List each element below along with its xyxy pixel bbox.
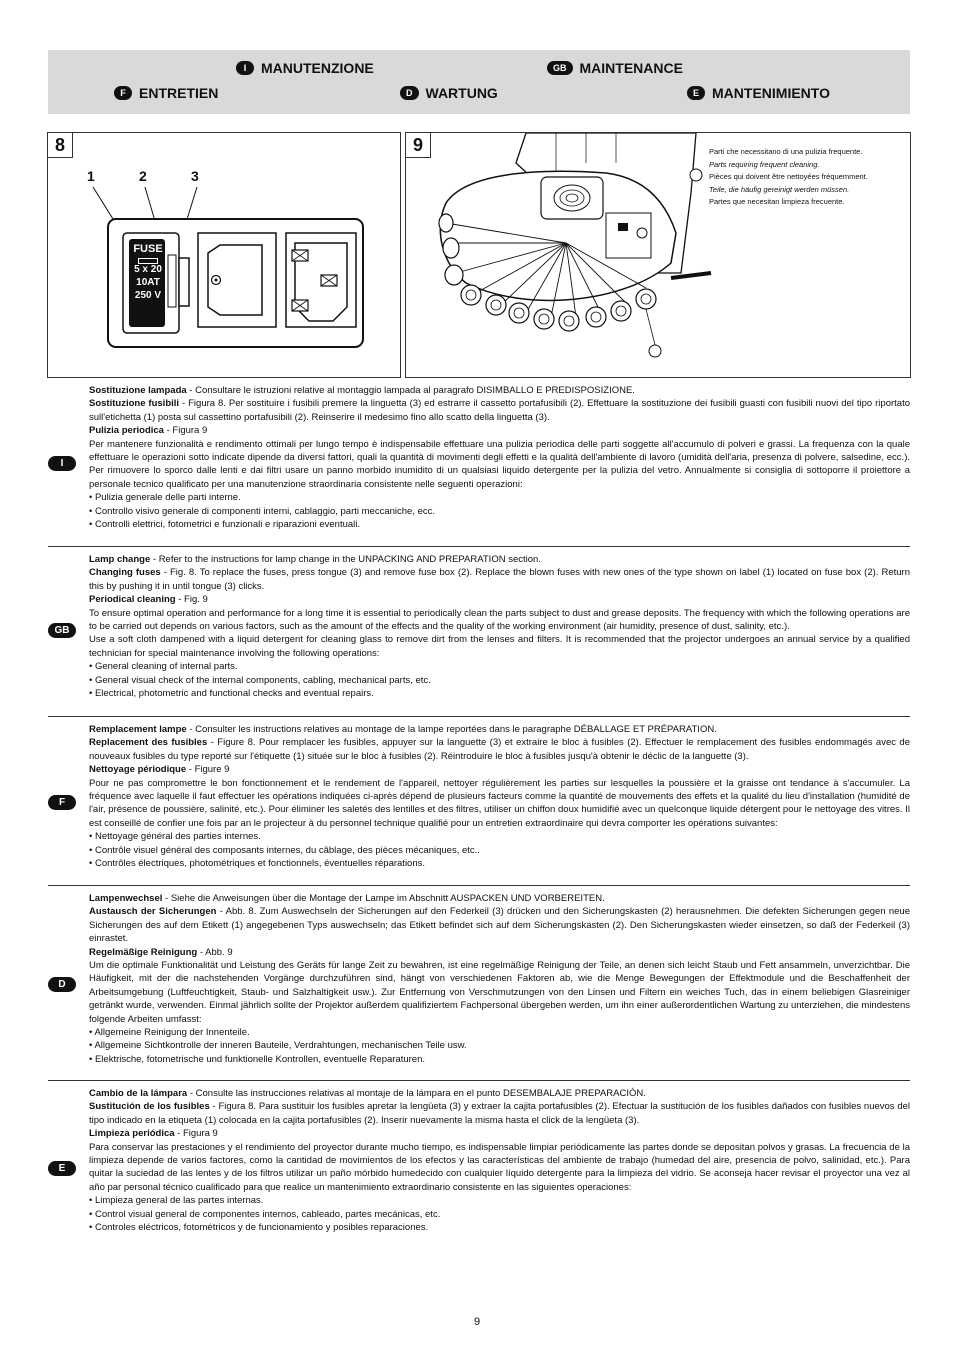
heading-lamp-replacement: Sostituzione lampada <box>89 385 187 396</box>
paragraph: - Fig. 9 <box>175 594 208 606</box>
section-divider <box>48 546 910 547</box>
paragraph: - Consulte las instrucciones relativas al montaje de la lámpara en el punto DESEMBALAJE PREPARACIÓN. <box>187 1088 646 1099</box>
fuse-label-voltage: 250 V <box>134 290 162 301</box>
lang-badge-fr: F <box>114 86 132 100</box>
bullet-item: • Limpieza general de las partes internas. <box>89 1195 264 1207</box>
heading-fuse-replacement: Sostituzione fusibili <box>89 398 180 410</box>
fuse-symbol-icon <box>132 256 164 263</box>
header-title-es: MANTENIMIENTO <box>712 85 830 101</box>
paragraph: - Figura 9 <box>174 1128 218 1140</box>
paragraph: Pour ne pas compromettre le bon fonctionnement et le rendement de l'appareil, nettoyer régulièrement les parties sur lesquelles la poussière et la graisse ont tendance à s'accumuler. La fréquence avec laquelle il faut effectuer les opérations indiquées ci-après dépend de plusieurs facteurs comme la quantité de mouvements des effets et la qualité du lieu d'installation (humidité de l'air, présence de poussière, salinité, etc.). Pour éliminer les saletés des lentilles et des filtres, utiliser un chiffon doux humidifié avec un quelconque liquide détergent pour le nettoyage des vitres. Il est conseillé de confier une fois par an le projecteur à du personnel technique qualifié pour un entretien extraordinaire qui devra comporter les opérations suivantes: <box>89 777 910 829</box>
callout-2: 2 <box>139 168 147 184</box>
paragraph: Per mantenere funzionalità e rendimento ottimali per lungo tempo è indispensabile effettuare una pulizia periodica delle parti soggette all'accumulo di polveri e grassi. La frequenza con la quale effettuare le operazioni sotto indicate dipende da diversi fattori, quali la quantità di movimenti degli effetti e la qualità dell'ambiente di lavoro (umidità dell'aria, presenza di polvere, salsedine, ecc.). Per rimuovere lo sporco dalle lenti e dai filtri usare un panno morbido inumidito di un qualsiasi liquido detergente per la pulizia del vetro. Annualmente si consiglia di sottoporre il proiettore a personale tecnico qualificato per una manutenzione straordinaria consistente nelle seguenti operazioni: <box>89 438 910 490</box>
figure-number-9: 9 <box>405 132 431 158</box>
heading-periodic-cleaning: Nettoyage périodique <box>89 764 187 776</box>
bullet-item: • Pulizia generale delle parti interne. <box>89 492 241 504</box>
paragraph: - Figura 8. Para sustituir los fusibles apretar la lengüeta (3) y extraer la cajita portafusibles (2). Efectuar la sustitución de los fusibles dañados con fusibles nuevos del tipo indicado en la etiqueta (1) colocada en la cajita portafusibles (2). Inserir nuevamente la misma hasta el click de la lengüeta (3). <box>89 1101 911 1126</box>
heading-changing-fuses: Changing fuses <box>89 567 161 579</box>
header-item-es <box>687 85 830 101</box>
section-text-es <box>89 1087 910 1234</box>
lang-badge-it: I <box>48 456 76 471</box>
section-it <box>48 380 910 545</box>
figure-9-legend <box>709 146 904 209</box>
page-number: 9 <box>473 1316 481 1328</box>
legend-line-it: Parti che necessitano di una pulizia frequente. <box>709 147 863 156</box>
bullet-item: • General cleaning of internal parts. <box>89 661 238 673</box>
header-title-it: MANUTENZIONE <box>261 60 374 76</box>
figure-9 <box>405 132 911 378</box>
paragraph: Para conservar las prestaciones y el rendimiento del proyector durante mucho tiempo, es indispensable limpiar periódicamente las partes donde se depositan polvos y grasas. La frecuencia de la limpieza depende de varios factores, como la cantidad de movimientos de los efectos y las características del ambiente de trabajo (humedad del aire, presencia de polvo, salinidad, etc.). Para quitar la suciedad de las lentes y de los filtros utilizar un paño mórbido humedecido con cualquier líquido detergente para la limpieza del vidrio. Se aconseja hacer revisar el proyector una vez al año par personal técnico cualificado para que realice un mantenimiento extraordinario consistente en las siguientes operaciones: <box>89 1141 910 1193</box>
section-gb <box>48 546 910 714</box>
header-item-gb <box>547 60 683 76</box>
bullet-item: • Controlli elettrici, fotometrici e funzionali e riparazioni eventuali. <box>89 519 361 531</box>
paragraph: - Siehe die Anweisungen über die Montage der Lampe im Abschnitt AUSPACKEN UND VORBEREITEN. <box>162 893 605 904</box>
heading-lamp-change: Lampenwechsel <box>89 893 163 904</box>
heading-fuse-replacement: Austausch der Sicherungen <box>89 906 217 918</box>
header-item-fr <box>114 85 218 101</box>
paragraph: - Figura 9 <box>163 425 208 437</box>
header-title-de: WARTUNG <box>425 85 498 101</box>
paragraph: - Abb. 9 <box>197 946 233 958</box>
section-header <box>48 50 910 114</box>
fuse-label-rating: 10AT <box>136 277 160 288</box>
bullet-item: • Elektrische, fotometrische und funktionelle Kontrollen, eventuelle Reparaturen. <box>89 1053 426 1065</box>
bullet-item: • Controllo visivo generale di componenti interni, cablaggio, parti meccaniche, ecc. <box>89 505 436 517</box>
section-text-fr <box>89 723 910 870</box>
header-title-fr: ENTRETIEN <box>139 85 219 101</box>
paragraph: - Figure 9 <box>186 764 230 776</box>
paragraph: - Figura 8. Per sostituire i fusibili premere la linguetta (3) ed estrarre il cassetto portafusibili (2). Effettuare la sostituzione dei fusibili guasti con fusibili nuovi del tipo riportato sull'etichetta (1) posta sul cassettino portafusibili (2). Reinserire il medesimo fino allo scatto della linguetta (3). <box>89 398 910 423</box>
lang-badge-es: E <box>48 1161 76 1176</box>
heading-lamp-replacement: Remplacement lampe <box>89 724 187 735</box>
section-fr <box>48 716 910 884</box>
bullet-item: • Contrôles électriques, photométriques et fonctionnels, éventuelles réparations. <box>89 858 426 870</box>
header-item-it <box>236 60 374 76</box>
paragraph: - Consulter les instructions relatives au montage de la lampe reportées dans le paragraphe DÉBALLAGE ET PRÉPARATION. <box>186 724 717 735</box>
legend-line-en: Parts requiring frequent cleaning. <box>709 159 820 169</box>
bullet-item: • Controles eléctricos, fotométricos y de funcionamiento y posibles reparaciones. <box>89 1222 429 1234</box>
lang-badge-fr: F <box>48 795 76 810</box>
section-text-it <box>89 384 910 531</box>
paragraph: - Refer to the instructions for lamp change in the UNPACKING AND PREPARATION section. <box>150 554 541 565</box>
lang-badge-de: D <box>48 977 76 992</box>
header-title-gb: MAINTENANCE <box>579 60 683 76</box>
figure-number-8: 8 <box>47 132 73 158</box>
section-divider <box>48 1080 910 1081</box>
section-text-de <box>89 892 910 1066</box>
section-divider <box>48 716 910 717</box>
figure-8 <box>47 132 401 378</box>
power-inlet-drawing <box>48 133 400 377</box>
fuse-label-size: 5 x 20 <box>134 264 162 275</box>
lang-badge-es: E <box>687 86 705 100</box>
lang-badge-de: D <box>400 86 419 100</box>
heading-lamp-change: Lamp change <box>89 554 151 565</box>
legend-line-es: Partes que necesitan limpieza frecuente. <box>709 197 845 206</box>
bullet-item: • Control visual general de componentes internos, cableado, partes mecánicas, etc. <box>89 1208 441 1220</box>
header-item-de <box>400 85 498 101</box>
legend-line-fr: Pièces qui doivent être nettoyées fréquemment. <box>709 172 868 181</box>
bullet-item: • Allgemeine Reinigung der Innenteile. <box>89 1027 250 1039</box>
bullet-item: • Electrical, photometric and functional checks and eventual repairs. <box>89 688 374 700</box>
lang-badge-gb: GB <box>48 623 76 638</box>
lang-badge-gb: GB <box>547 61 573 75</box>
bullet-item: • Nettoyage général des parties internes. <box>89 831 261 843</box>
section-divider <box>48 885 910 886</box>
bullet-item: • General visual check of the internal components, cabling, mechanical parts, etc. <box>89 674 431 686</box>
fuse-label <box>132 243 164 302</box>
section-text-gb <box>89 553 910 700</box>
paragraph: - Consultare le istruzioni relative al montaggio lampada al paragrafo DISIMBALLO E PREDISPOSIZIONE. <box>186 385 635 396</box>
heading-periodical-cleaning: Periodical cleaning <box>89 594 176 606</box>
paragraph: - Abb. 8. Zum Auswechseln der Sicherungen auf den Federkeil (3) drücken und den Sicherungskasten (2) herausnehmen. Die defekten Sicherungen gegen neue Sicherungen des auf dem Etikett (1) angegebenen Typs auswechseln; das Etikett befindet sich auf dem Sicherungskasten (2). Den Sicherungskasten wieder einsetzen, so daß der Federkeil (3) einrastet. <box>89 906 910 945</box>
heading-lamp-change: Cambio de la lámpara <box>89 1088 188 1099</box>
fuse-label-title: FUSE <box>133 243 163 255</box>
heading-periodic-cleaning: Limpieza periódica <box>89 1128 175 1140</box>
lang-badge-it: I <box>236 61 254 75</box>
bullet-item: • Contrôle visuel général des composants internes, du câblage, des pièces mécaniques, etc.. <box>89 844 480 856</box>
paragraph: Um die optimale Funktionalität und Leistung des Geräts für lange Zeit zu bewahren, ist eine regelmäßige Reinigung der Teile, an denen sich leicht Staub und Fett ansammeln, unverzichtbar. Die Häufigkeit, mit der die nachstehenden Vorgänge durchzuführen sind, hängt von verschiedenen Faktoren ab, wie die Menge Bewegungen der Effektmodule und die Beschaffenheit der Arbeitsumgebung (Luftfeuchtigkeit, Staub- und Salzhaltigkeit usw.). Zur Entfernung von Verschmutzungen von den Linsen und Filtern ein weiches Tuch, das in einem beliebigen Glasreiniger getränkt wurde, verwenden. Einmal jährlich sollte der Projektor außerdem qualifiziertem Fachpersonal übergeben werden, um ihn einer außerordentlichen Wartung zu unterziehen, die mindestens folgende Arbeiten umfasst: <box>89 960 910 1025</box>
heading-fuse-replacement: Sustitución de los fusibles <box>89 1101 210 1113</box>
section-de <box>48 885 910 1079</box>
bullet-item: • Allgemeine Sichtkontrolle der inneren Bauteile, Verdrahtungen, mechanischen Teile usw. <box>89 1040 467 1052</box>
heading-fuse-replacement: Replacement des fusibles <box>89 737 208 749</box>
heading-periodic-cleaning: Pulizia periodica <box>89 425 164 437</box>
paragraph: To ensure optimal operation and performance for a long time it is essential to periodically clean the parts subject to dust and grease deposits. The frequency with which the following operations are to be carried out depends on various factors, such as the amount of the effects and the quality of the working environment (air humidity, presence of dust, salinity, etc.). <box>89 607 910 633</box>
paragraph: - Fig. 8. To replace the fuses, press tongue (3) and remove fuse box (2). Replace the blown fuses with new ones of the type shown on label (1) located on fuse box (2). Return this by pushing it in until tongue (3) clicks. <box>89 567 910 592</box>
callout-1: 1 <box>87 168 95 184</box>
section-es <box>48 1080 910 1250</box>
heading-periodic-cleaning: Regelmäßige Reinigung <box>89 946 198 958</box>
paragraph: - Figure 8. Pour remplacer les fusibles, appuyer sur la languette (3) et extraire le bloc à fusibles (2). Effectuer le remplacement des fusibles endommagés avec de nouveaux fusibles du type reporté sur l'étiquette (1) située sur le bloc à fusibles (2). Réintroduire le bloc à fusibles jusqu'à obtenir le déclic de la languette (3). <box>89 737 910 762</box>
legend-line-de: Teile, die häufig gereinigt werden müssen. <box>709 184 850 194</box>
callout-3: 3 <box>191 168 199 184</box>
paragraph: Use a soft cloth dampened with a liquid detergent for cleaning glass to remove dirt from the lenses and filters. It is recommended that the projector undergoes an annual service by a qualified technician for special maintenance involving the following operations: <box>89 634 910 659</box>
